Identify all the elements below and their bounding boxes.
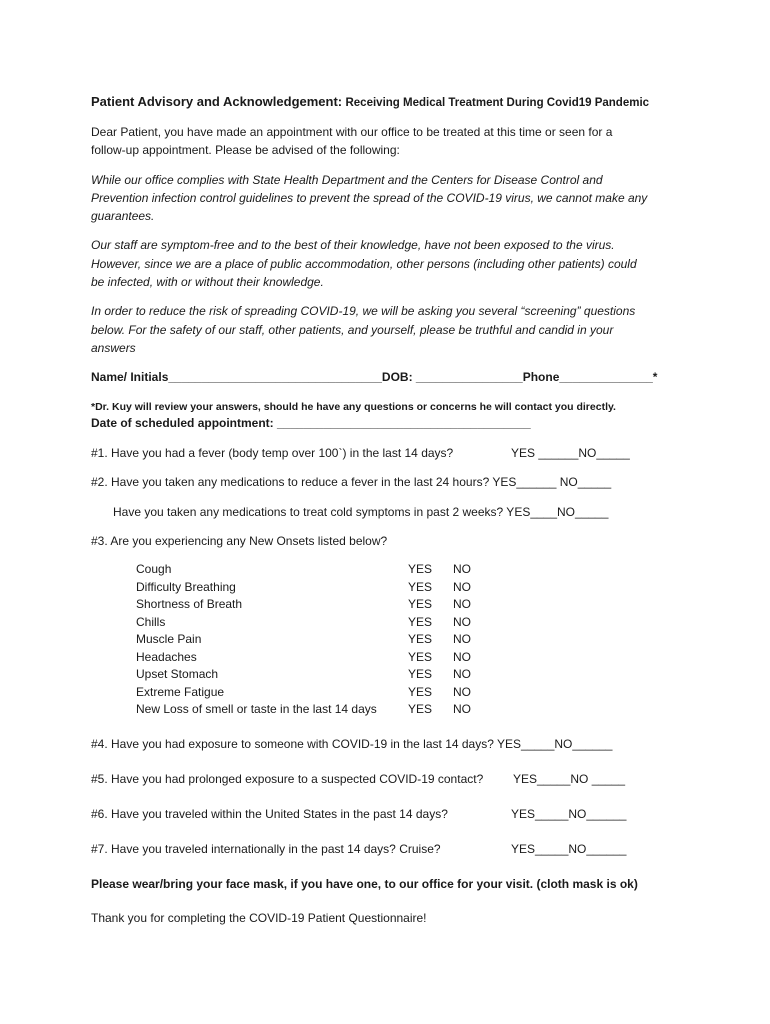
question-2[interactable]: #2. Have you taken any medications to reduce a fever in the last 24 hours? YES______ NO_____ [91, 475, 612, 489]
title-main: Patient Advisory and Acknowledgement: [91, 94, 343, 109]
name-dob-phone-field[interactable]: Name/ Initials________________________________DOB: ________________Phone______________* [91, 370, 658, 384]
intro-line-1: Dear Patient, you have made an appointment with our office to be treated at this time or seen for a [91, 125, 613, 139]
symptom-no[interactable]: NO [453, 579, 471, 594]
symptom-no[interactable]: NO [453, 632, 471, 646]
symptom-yes[interactable]: YES [408, 562, 433, 576]
document-title [91, 93, 649, 112]
symptom-no[interactable]: NO [453, 597, 471, 611]
para2-line-2: However, since we are a place of public accommodation, other persons (including other patients) could [91, 257, 637, 271]
symptom-label: Upset Stomach [136, 667, 219, 681]
symptom-no[interactable]: NO [453, 684, 471, 699]
symptom-label: Headaches [136, 649, 197, 664]
question-5-answer[interactable]: YES_____NO _____ [513, 772, 626, 786]
symptom-label: Cough [136, 562, 172, 576]
para1-line-1: While our office complies with State Health Department and the Centers for Disease Control and [91, 173, 603, 187]
question-7-text: #7. Have you traveled internationally in the past 14 days? Cruise? [91, 842, 441, 856]
symptom-yes[interactable]: YES [408, 649, 433, 664]
question-2b[interactable]: Have you taken any medications to treat cold symptoms in past 2 weeks? YES____NO_____ [113, 505, 609, 519]
symptom-no[interactable]: NO [453, 667, 471, 681]
para3-line-3: answers [91, 341, 136, 355]
symptom-label: New Loss of smell or taste in the last 14 days [136, 702, 377, 716]
appointment-date-field[interactable]: Date of scheduled appointment: ______________________________________ [91, 416, 531, 430]
symptom-yes[interactable]: YES [408, 632, 433, 646]
symptom-no[interactable]: NO [453, 562, 471, 576]
title-subtitle: Receiving Medical Treatment During Covid19 Pandemic [345, 97, 650, 109]
para1-line-3: guarantees. [91, 209, 155, 223]
question-1-answer[interactable]: YES ______NO_____ [511, 446, 630, 460]
intro-line-2: follow-up appointment. Please be advised of the following: [91, 143, 400, 157]
para1-line-2: Prevention infection control guidelines to prevent the spread of the COVID-19 virus, we cannot make any [91, 191, 648, 205]
question-6-answer[interactable]: YES_____NO______ [511, 807, 627, 821]
symptom-label: Shortness of Breath [136, 597, 243, 611]
symptom-no[interactable]: NO [453, 614, 471, 629]
para2-line-1: Our staff are symptom-free and to the best of their knowledge, have not been exposed to the virus. [91, 238, 615, 252]
symptom-label: Extreme Fatigue [136, 684, 225, 699]
para2-line-3: be infected, with or without their knowledge. [91, 275, 324, 289]
mask-notice: Please wear/bring your face mask, if you have one, to our office for your visit. (cloth mask is ok) [91, 877, 638, 891]
symptom-yes[interactable]: YES [408, 597, 433, 611]
symptom-no[interactable]: NO [453, 649, 471, 664]
symptom-no[interactable]: NO [453, 702, 471, 716]
para3-line-1: In order to reduce the risk of spreading COVID-19, we will be asking you several “screening” questions [91, 304, 636, 318]
symptom-label: Chills [136, 614, 166, 629]
question-6-text: #6. Have you traveled within the United States in the past 14 days? [91, 807, 448, 821]
review-note: *Dr. Kuy will review your answers, should he have any questions or concerns he will contact you directly. [91, 401, 616, 413]
symptom-yes[interactable]: YES [408, 667, 433, 681]
symptom-label: Difficulty Breathing [136, 579, 236, 594]
thank-you-line: Thank you for completing the COVID-19 Patient Questionnaire! [91, 911, 427, 925]
symptom-yes[interactable]: YES [408, 702, 433, 716]
symptom-yes[interactable]: YES [408, 579, 433, 594]
question-1-text: #1. Have you had a fever (body temp over 100`) in the last 14 days? [91, 446, 454, 460]
question-7-answer[interactable]: YES_____NO______ [511, 842, 627, 856]
para3-line-2: below. For the safety of our staff, other patients, and yourself, please be truthful and candid in your [91, 323, 614, 337]
symptom-yes[interactable]: YES [408, 614, 433, 629]
question-5-text: #5. Have you had prolonged exposure to a suspected COVID-19 contact? [91, 772, 484, 786]
question-4[interactable]: #4. Have you had exposure to someone with COVID-19 in the last 14 days? YES_____NO______ [91, 737, 613, 751]
question-3: #3. Are you experiencing any New Onsets listed below? [91, 534, 388, 548]
symptom-label: Muscle Pain [136, 632, 202, 646]
symptom-yes[interactable]: YES [408, 684, 433, 699]
